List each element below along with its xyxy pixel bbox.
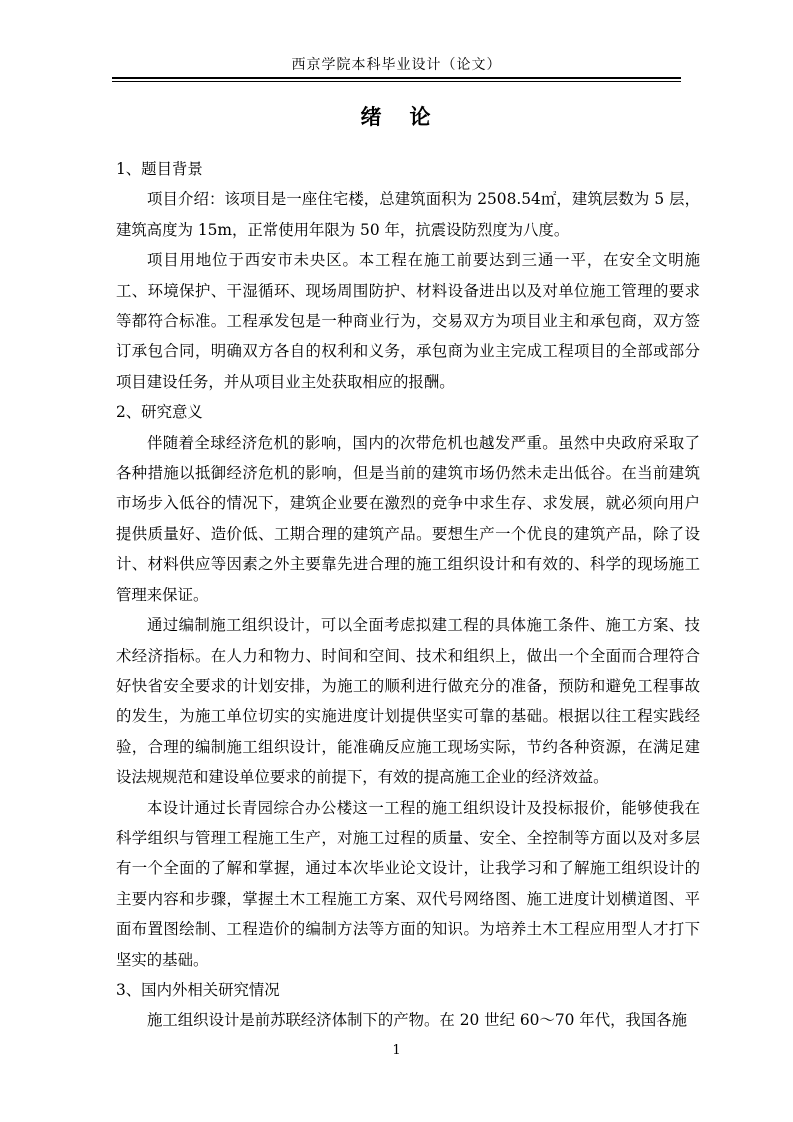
- title-char-right: 论: [409, 104, 433, 129]
- paragraph-history: 施工组织设计是前苏联经济体制下的产物。在 20 世纪 60～70 年代，我国各施: [147, 1011, 688, 1030]
- running-header: 西京学院本科毕业设计（论文）: [291, 57, 502, 73]
- body-text: [116, 154, 700, 1036]
- section-heading-significance: 2、研究意义: [116, 403, 203, 422]
- paragraph-design-purpose: 本设计通过长青园综合办公楼这一工程的施工组织设计及投标报价，能够使我在科学组织与管理工程施工生产，对施工过程的质量、安全、全控制等方面以及对多层有一个全面的了解和掌握，通过本次毕业论文设计，让我学习和了解施工组织设计的主要内容和步骤，掌握土木工程施工方案、双代号网络图、施工进度计划横道图、平面布置图绘制、工程造价的编制方法等方面的知识。为培养土木工程应用型人才打下坚实的基础。: [116, 798, 700, 969]
- chapter-title: [112, 103, 681, 131]
- section-heading-related-research: 3、国内外相关研究情况: [116, 980, 280, 999]
- paragraph-organization-design: 通过编制施工组织设计，可以全面考虑拟建工程的具体施工条件、施工方案、技术经济指标。在人力和物力、时间和空间、技术和组织上，做出一个全面而合理符合好快省安全要求的计划安排，为施工的顺利进行做充分的准备，预防和避免工程事故的发生，为施工单位切实的实施进度计划提供坚实可靠的基础。根据以往工程实践经验，合理的编制施工组织设计，能准确反应施工现场实际，节约各种资源，在满足建设法规规范和建设单位要求的前提下，有效的提高施工企业的经济效益。: [116, 616, 700, 787]
- title-char-left: 绪: [360, 104, 384, 129]
- header-rule-thin: [112, 81, 681, 82]
- section-heading-background: 1、题目背景: [116, 160, 203, 178]
- paragraph-economic-crisis: 伴随着全球经济危机的影响，国内的次带危机也越发严重。虽然中央政府采取了各种措施以抵御经济危机的影响，但是当前的建筑市场仍然未走出低谷。在当前建筑市场步入低谷的情况下，建筑企业要在激烈的竞争中求生存、求发展，就必须向用户提供质量好、造价低、工期合理的建筑产品。要想生产一个优良的建筑产品，除了设计、材料供应等因素之外主要靠先进合理的施工组织设计和有效的、科学的现场施工管理来保证。: [116, 433, 700, 604]
- paragraph-project-intro: 项目介绍：该项目是一座住宅楼，总建筑面积为 2508.54㎡，建筑层数为 5 层，建筑高度为 15m，正常使用年限为 50 年，抗震设防烈度为八度。: [116, 190, 700, 239]
- paragraph-project-site: 项目用地位于西安市未央区。本工程在施工前要达到三通一平，在安全文明施工、环境保护、干湿循环、现场周围防护、材料设备进出以及对单位施工管理的要求等都符合标准。工程承发包是一种商业行为，交易双方为项目业主和承包商，双方签订承包合同，明确双方各自的权利和义务，承包商为业主完成工程项目的全部或部分项目建设任务，并从项目业主处获取相应的报酬。: [116, 251, 700, 391]
- page-number: 1: [392, 1043, 401, 1058]
- header-rule-thick: [112, 77, 681, 79]
